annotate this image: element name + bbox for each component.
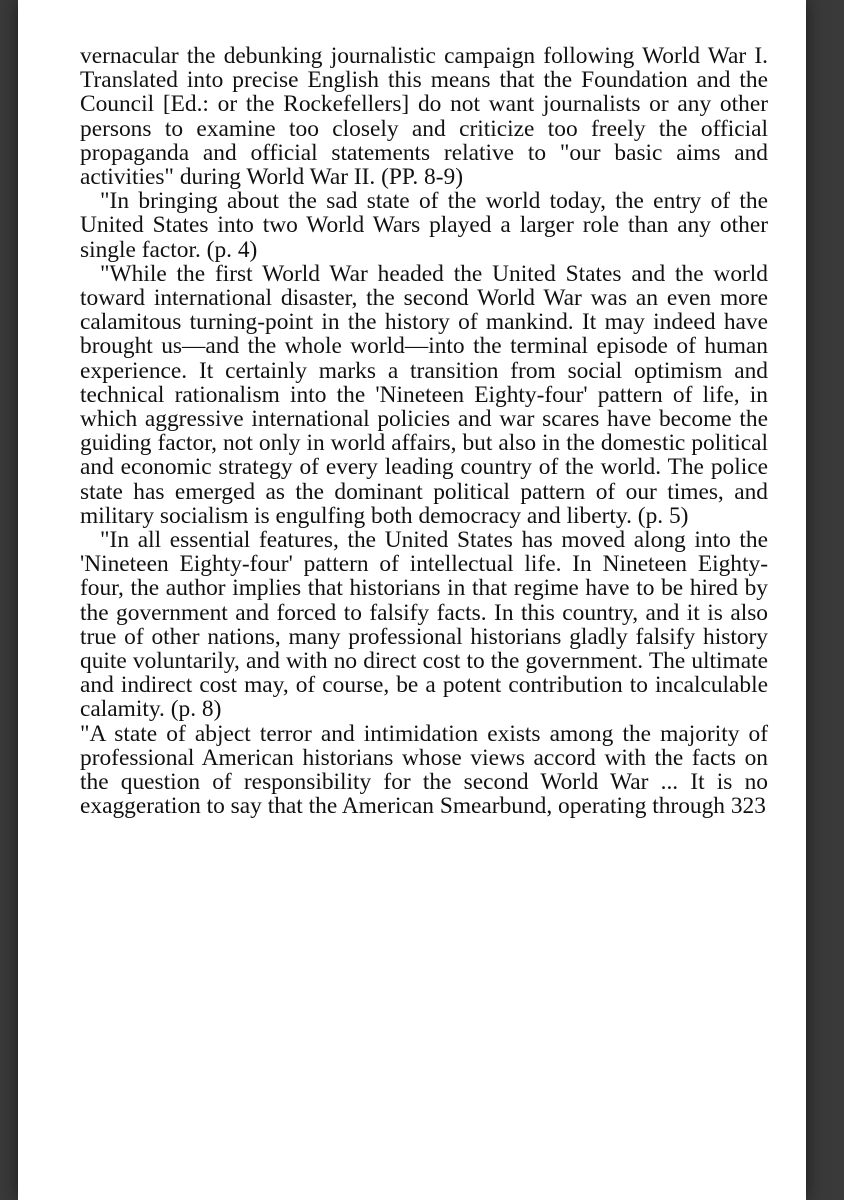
paragraph-continuation: vernacular the debunking journalistic campaign following World War I. Translated into precise English this means that the Foundation and the Council [Ed.: or the Rockefellers] do not want journalists or any other persons to examine too closely and criticize too freely the official propaganda and official statements relative to "our basic aims and activities" during World War II. (PP. 8-9) (80, 43, 768, 191)
paragraph-quote-world-wars: "In bringing about the sad state of the world today, the entry of the United States into two World Wars played a larger role than any other single factor. (p. 4) (80, 188, 768, 263)
paragraph-quote-historians: "In all essential features, the United States has moved along into the 'Nineteen Eighty-four' pattern of intellectual life. In Nineteen Eighty-four, the author implies that historians in that regime have to be hired by the government and forced to falsify facts. In this country, and it is also true of other nations, many professional historians gladly falsify history quite voluntarily, and with no direct cost to the government. The ultimate and indirect cost may, of course, be a potent contribution to incalculable calamity. (p. 8) (80, 527, 768, 723)
paragraph-quote-international-disaster: "While the first World War headed the United States and the world toward international disaster, the second World War was an even more calamitous turning-point in the history of mankind. It may indeed have brought us—and the whole world—into the terminal episode of human experience. It certainly marks a transition from social optimism and technical rationalism into the 'Nineteen Eighty-four' pattern of life, in which aggressive international policies and war scares have become the guiding factor, not only in world affairs, but also in the domestic political and economic strategy of every leading country of the world. The police state has emerged as the dominant political pattern of our times, and military socialism is engulfing both democracy and liberty. (p. 5) (80, 260, 768, 529)
page-text (80, 44, 768, 819)
document-page (18, 0, 806, 1200)
paragraph-quote-smearbund: "A state of abject terror and intimidation exists among the majority of professional American historians whose views accord with the facts on the question of responsibility for the second World War ... It is no exaggeration to say that the American Smearbund, operating through 323 (80, 720, 768, 820)
